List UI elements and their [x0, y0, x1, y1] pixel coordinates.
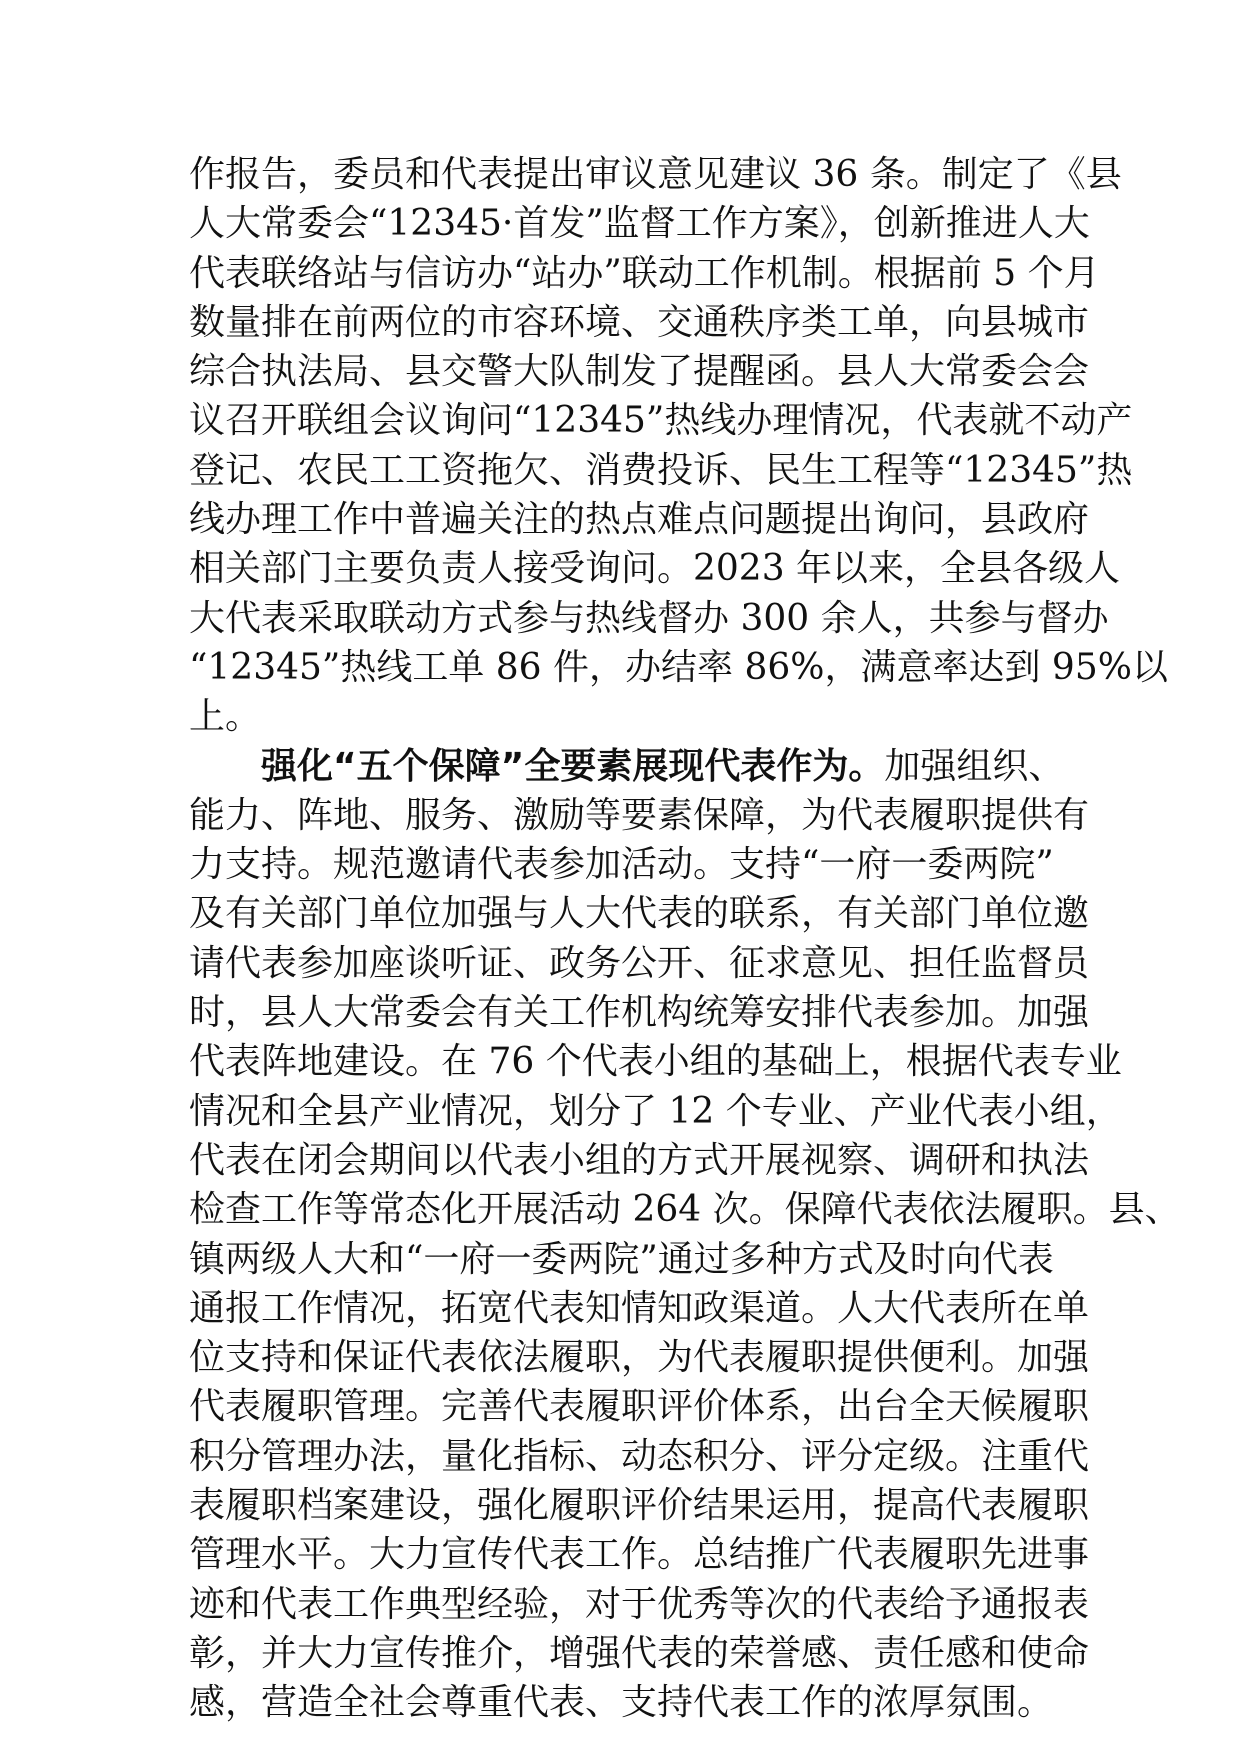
- text-line: 迹和代表工作典型经验，对于优秀等次的代表给予通报表: [189, 1583, 1090, 1625]
- text-line: 代表在闭会期间以代表小组的方式开展视察、调研和执法: [189, 1139, 1090, 1181]
- text-line: 请代表参加座谈听证、政务公开、征求意见、担任监督员: [189, 942, 1090, 984]
- text-line: 代表联络站与信访办“站办”联动工作机制。根据前 5 个月: [189, 252, 1100, 294]
- paragraph-1: [189, 150, 1168, 742]
- text-line: 能力、阵地、服务、激励等要素保障，为代表履职提供有: [189, 794, 1090, 836]
- paragraph-2: [189, 742, 1181, 1728]
- text-line: 登记、农民工工资拖欠、消费投诉、民生工程等“12345”热: [189, 449, 1133, 491]
- text-line: 人大常委会“12345·首发”监督工作方案》，创新推进人大: [189, 203, 1090, 245]
- text-run: 加强组织、: [884, 745, 1065, 787]
- text-line: 表履职档案建设，强化履职评价结果运用，提高代表履职: [189, 1485, 1090, 1527]
- text-line: 通报工作情况，拓宽代表知情知政渠道。人大代表所在单: [189, 1287, 1090, 1329]
- text-line: “12345”热线工单 86 件，办结率 86%，满意率达到 95%以: [189, 646, 1168, 688]
- text-line: 代表履职管理。完善代表履职评价体系，出台全天候履职: [189, 1386, 1090, 1428]
- text-line: 彰，并大力宣传推介，增强代表的荣誉感、责任感和使命: [189, 1632, 1090, 1674]
- body-text: [189, 150, 1181, 1728]
- text-line: 代表阵地建设。在 76 个代表小组的基础上，根据代表专业: [189, 1041, 1122, 1083]
- text-line: 综合执法局、县交警大队制发了提醒函。县人大常委会会: [189, 351, 1090, 393]
- text-line: 议召开联组会议询问“12345”热线办理情况，代表就不动产: [189, 400, 1133, 442]
- text-line: 管理水平。大力宣传代表工作。总结推广代表履职先进事: [189, 1534, 1090, 1576]
- text-line: 相关部门主要负责人接受询问。2023 年以来，全县各级人: [189, 548, 1121, 590]
- text-line: 镇两级人大和“一府一委两院”通过多种方式及时向代表: [189, 1238, 1054, 1280]
- text-line: 时，县人大常委会有关工作机构统筹安排代表参加。加强: [189, 992, 1090, 1034]
- text-line: 作报告，委员和代表提出审议意见建议 36 条。制定了《县: [189, 154, 1122, 195]
- text-line: 线办理工作中普遍关注的热点难点问题提出询问，县政府: [189, 499, 1090, 541]
- text-line: 数量排在前两位的市容环境、交通秩序类工单，向县城市: [189, 301, 1090, 343]
- text-line: 力支持。规范邀请代表参加活动。支持“一府一委两院”: [189, 844, 1054, 886]
- text-line: 大代表采取联动方式参与热线督办 300 余人，共参与督办: [189, 597, 1109, 639]
- paragraph-first-line: [189, 742, 1065, 791]
- paragraph-heading: 强化“五个保障”全要素展现代表作为。: [261, 745, 885, 787]
- text-line: 情况和全县产业情况，划分了 12 个专业、产业代表小组，: [189, 1090, 1122, 1132]
- text-line: 检查工作等常态化开展活动 264 次。保障代表依法履职。县、: [189, 1189, 1181, 1231]
- text-line: 上。: [189, 696, 262, 738]
- text-line: 感，营造全社会尊重代表、支持代表工作的浓厚氛围。: [189, 1682, 1054, 1724]
- text-line: 位支持和保证代表依法履职，为代表履职提供便利。加强: [189, 1337, 1090, 1379]
- text-line: 及有关部门单位加强与人大代表的联系，有关部门单位邀: [189, 893, 1090, 935]
- text-line: 积分管理办法，量化指标、动态积分、评分定级。注重代: [189, 1435, 1090, 1477]
